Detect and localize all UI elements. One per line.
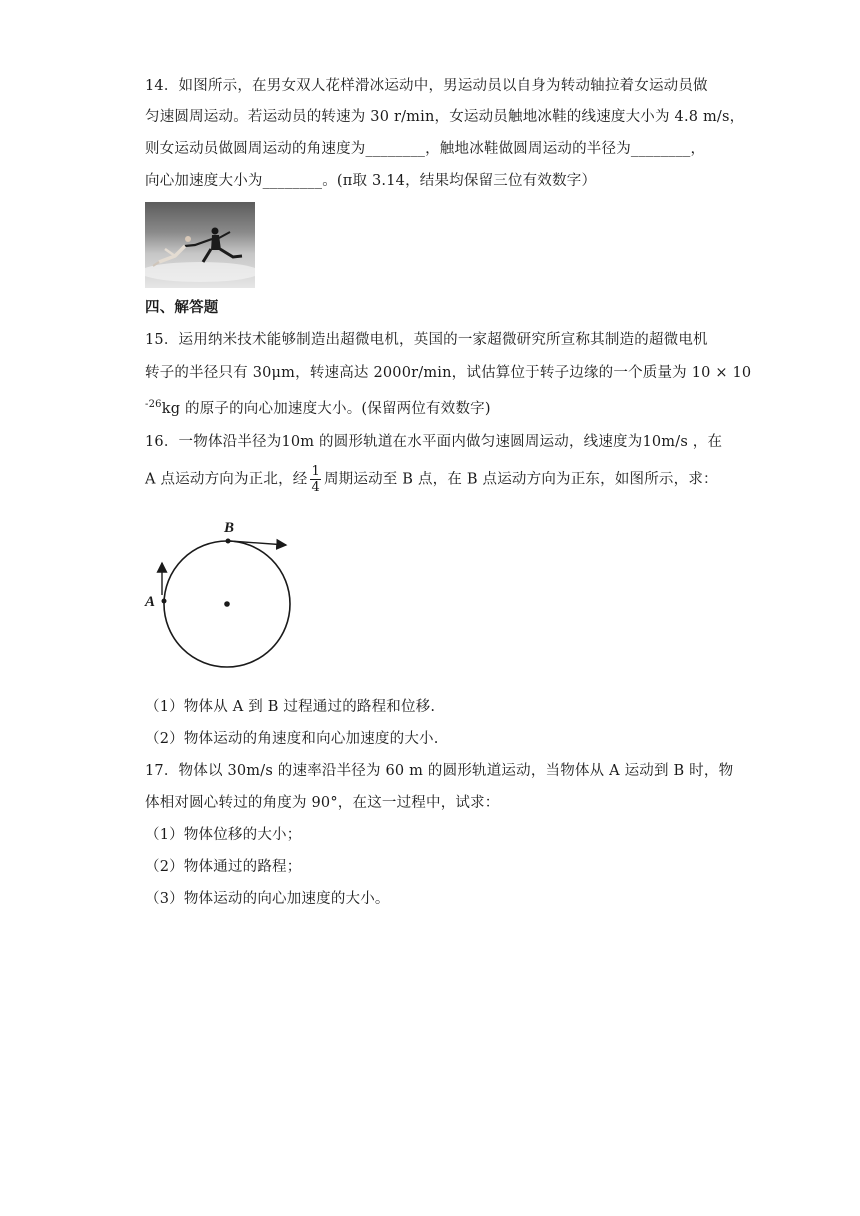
q16-sub-1: （1）物体从 A 到 B 过程通过的路程和位移. — [145, 699, 436, 715]
section-title: 四、解答题 — [145, 299, 219, 316]
figure-skating-photo — [145, 202, 255, 288]
q16-line-2 — [145, 464, 718, 495]
q16-line-2-post: 周期运动至 B 点，在 B 点运动方向为正东，如图所示，求： — [323, 471, 718, 488]
q17-line-2: 体相对圆心转过的角度为 90°，在这一过程中，试求： — [145, 795, 500, 811]
q15-line-3-text: kg 的原子的向心加速度大小。(保留两位有效数字) — [161, 400, 491, 417]
q15-line-1: 15．运用纳米技术能够制造出超微电机，英国的一家超微研究所宣称其制造的超微电机 — [145, 332, 708, 348]
point-b-label: B — [224, 520, 235, 536]
q14-line-4: 向心加速度大小为________。(π取 3.14，结果均保留三位有效数字） — [145, 173, 597, 189]
circle-center-dot — [224, 601, 230, 607]
q15-exponent: -26 — [145, 399, 162, 410]
q17-sub-3: （3）物体运动的向心加速度的大小。 — [145, 891, 390, 907]
point-a-label: A — [145, 594, 156, 610]
q17-sub-1: （1）物体位移的大小； — [145, 827, 302, 843]
fraction-denominator: 4 — [311, 480, 320, 495]
point-a-dot — [162, 599, 167, 604]
q14-line-1: 14．如图所示，在男女双人花样滑冰运动中，男运动员以自身为转动轴拉着女运动员做 — [145, 78, 708, 94]
skaters-illustration — [145, 202, 255, 288]
fraction-numerator: 1 — [311, 464, 320, 479]
q16-line-1: 16．一物体沿半径为10m 的圆形轨道在水平面内做匀速圆周运动，线速度为10m/s ，在 — [145, 434, 723, 450]
point-b-dot — [226, 539, 231, 544]
q16-sub-2: （2）物体运动的角速度和向心加速度的大小. — [145, 731, 439, 747]
quarter-fraction — [310, 464, 320, 495]
q14-line-3: 则女运动员做圆周运动的角速度为________，触地冰鞋做圆周运动的半径为________， — [145, 141, 706, 157]
q14-line-2: 匀速圆周运动。若运动员的转速为 30 r/min，女运动员触地冰鞋的线速度大小为 4.8 m/s， — [145, 109, 745, 125]
velocity-arrow-b — [230, 541, 286, 545]
circle-motion-diagram — [140, 515, 310, 675]
q17-line-1: 17．物体以 30m/s 的速率沿半径为 60 m 的圆形轨道运动，当物体从 A 运动到 B 时，物 — [145, 763, 734, 779]
q15-line-3 — [145, 395, 491, 419]
q16-line-2-pre: A 点运动方向为正北，经 — [145, 471, 308, 488]
q17-sub-2: （2）物体通过的路程； — [145, 859, 302, 875]
q15-line-2: 转子的半径只有 30μm，转速高达 2000r/min，试估算位于转子边缘的一个质量为 10 × 10 — [145, 365, 752, 381]
